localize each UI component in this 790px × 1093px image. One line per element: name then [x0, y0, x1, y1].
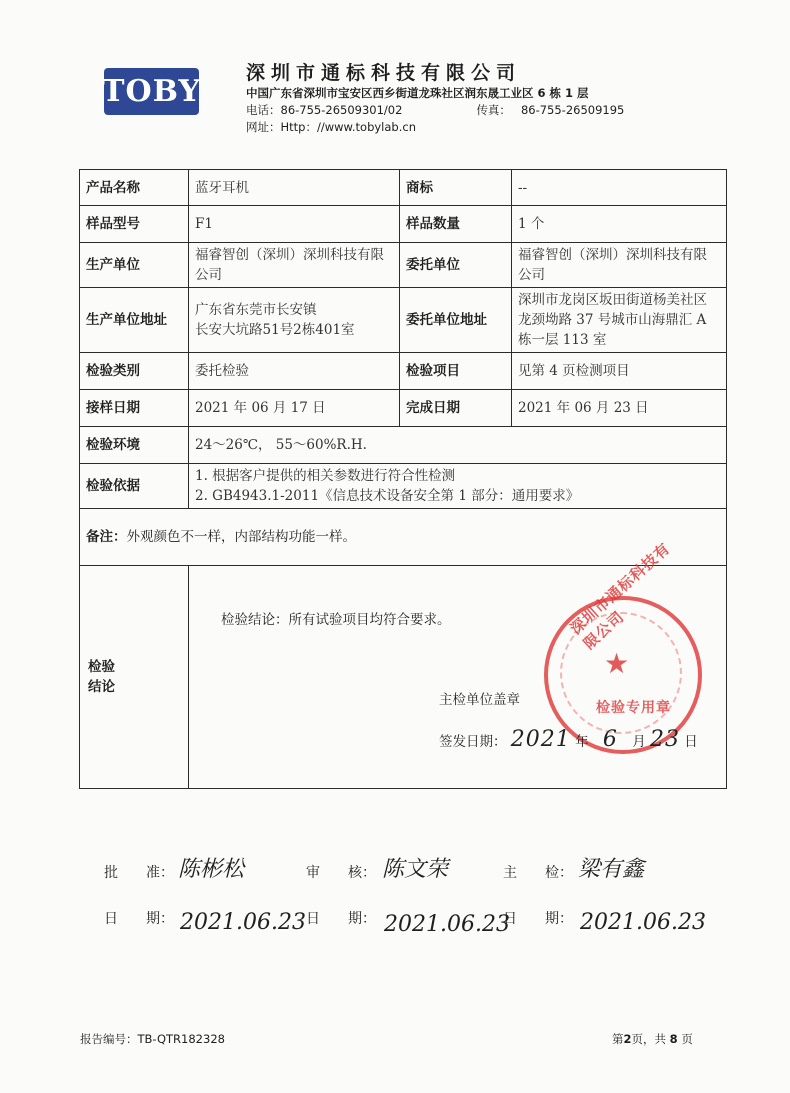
fax-label: 传真： — [476, 103, 511, 117]
page-indicator — [612, 1031, 693, 1047]
page-suffix: 页 — [681, 1032, 693, 1046]
report-number-value: TB-QTR182328 — [137, 1032, 225, 1046]
test-type-label: 检验类别 — [80, 353, 189, 390]
approve-date: 2021.06.23 — [180, 910, 306, 935]
seal-text-bottom: 检验专用章 — [596, 700, 671, 716]
model-value: F1 — [189, 206, 400, 243]
client-value: 福睿智创（深圳）深圳科技有限公司 — [512, 243, 727, 288]
sign-day-unit: 日 — [684, 734, 698, 750]
manufacturer-value: 福睿智创（深圳）深圳科技有限公司 — [189, 243, 400, 288]
sign-year: 2021 — [510, 727, 571, 752]
table-row — [80, 170, 727, 206]
environment-label: 检验环境 — [80, 427, 189, 464]
report-number-label: 报告编号： — [80, 1032, 138, 1046]
page-current: 2 — [623, 1032, 632, 1046]
finish-date-label: 完成日期 — [400, 390, 512, 427]
table-row — [80, 206, 727, 243]
receive-date-value: 2021 年 06 月 17 日 — [189, 390, 400, 427]
company-logo — [104, 68, 199, 115]
model-label: 样品型号 — [80, 206, 189, 243]
company-name: 深圳市通标科技有限公司 — [246, 62, 522, 84]
table-row — [80, 427, 727, 464]
page-total: 8 — [669, 1032, 678, 1046]
client-address-value: 深圳市龙岗区坂田街道杨美社区龙颈坳路 37 号城市山海鼎汇 A 栋一层 113 室 — [512, 288, 727, 353]
seal-text-top: 深圳市通标科技有限公司 — [566, 539, 674, 653]
conclusion-label-line: 结论 — [88, 679, 115, 695]
receive-date-label: 接样日期 — [80, 390, 189, 427]
client-address-label: 委托单位地址 — [400, 288, 512, 353]
fax-value: 86-755-26509195 — [520, 103, 625, 117]
approve-date-label: 日 期： — [104, 911, 174, 927]
review-date-label: 日 期： — [306, 911, 376, 927]
report-summary-table — [79, 169, 727, 789]
manufacturer-address-value — [189, 288, 400, 353]
stamp-label: 主检单位盖章 — [439, 692, 520, 708]
sign-month-unit: 月 — [632, 734, 646, 750]
conclusion-text: 检验结论：所有试验项目均符合要求。 — [221, 612, 451, 628]
test-items-value: 见第 4 页检测项目 — [512, 353, 727, 390]
conclusion-label — [80, 566, 189, 789]
review-signature: 陈文荣 — [382, 857, 449, 882]
sign-month: 6 — [602, 727, 618, 752]
conclusion-label-line: 检验 — [88, 659, 115, 675]
remark-value: 外观颜色不一样，内部结构功能一样。 — [126, 529, 356, 545]
product-name-value: 蓝牙耳机 — [189, 170, 400, 206]
basis-label: 检验依据 — [80, 464, 189, 509]
contact-line — [246, 102, 624, 118]
tel-value: 86-755-26509301/02 — [280, 103, 403, 117]
seal-star-icon: ★ — [604, 647, 630, 680]
web-label: 网址： — [246, 120, 281, 134]
remark-label: 备注： — [86, 529, 127, 545]
page-mid: 页，共 — [631, 1032, 667, 1046]
tel-label: 电话： — [246, 103, 281, 117]
quantity-label: 样品数量 — [400, 206, 512, 243]
sign-date-label: 签发日期： — [439, 734, 507, 750]
test-type-value: 委托检验 — [189, 353, 400, 390]
table-row — [80, 509, 727, 566]
test-items-label: 检验项目 — [400, 353, 512, 390]
web-value[interactable]: Http：//www.tobylab.cn — [280, 120, 416, 134]
review-date: 2021.06.23 — [384, 912, 510, 937]
table-row — [80, 243, 727, 288]
trademark-value: -- — [512, 170, 727, 206]
basis-item: 1. 根据客户提供的相关参数进行符合性检测 — [195, 468, 456, 484]
sign-date — [439, 727, 698, 752]
main-tester-label: 主 检： — [503, 865, 573, 881]
manufacturer-address-label: 生产单位地址 — [80, 288, 189, 353]
basis-value — [189, 464, 727, 509]
client-label: 委托单位 — [400, 243, 512, 288]
conclusion-cell — [189, 539, 727, 789]
approve-label: 批 准： — [104, 865, 174, 881]
sign-year-unit: 年 — [575, 734, 589, 750]
manufacturer-address-line: 长安大坑路51号2栋401室 — [195, 322, 355, 338]
table-row — [80, 464, 727, 509]
environment-value: 24～26℃， 55～60%R.H. — [189, 427, 727, 464]
company-address: 中国广东省深圳市宝安区西乡街道龙珠社区润东晟工业区 6 栋 1 层 — [246, 86, 589, 100]
finish-date-value: 2021 年 06 月 23 日 — [512, 390, 727, 427]
review-label: 审 核： — [306, 865, 376, 881]
report-number — [80, 1031, 225, 1047]
website-line — [246, 119, 416, 135]
logo-text: TOBY — [102, 74, 201, 109]
approve-signature: 陈彬松 — [178, 857, 245, 882]
manufacturer-label: 生产单位 — [80, 243, 189, 288]
basis-item: 2. GB4943.1-2011《信息技术设备安全第 1 部分：通用要求》 — [195, 488, 580, 504]
table-row — [80, 566, 727, 789]
remark-cell — [80, 509, 727, 566]
table-row — [80, 288, 727, 353]
product-name-label: 产品名称 — [80, 170, 189, 206]
main-tester-signature: 梁有鑫 — [578, 857, 645, 882]
table-row — [80, 353, 727, 390]
sign-day: 23 — [649, 727, 680, 752]
trademark-label: 商标 — [400, 170, 512, 206]
table-row — [80, 390, 727, 427]
main-date: 2021.06.23 — [580, 910, 706, 935]
quantity-value: 1 个 — [512, 206, 727, 243]
manufacturer-address-line: 广东省东莞市长安镇 — [195, 302, 317, 318]
page-prefix: 第 — [612, 1032, 624, 1046]
main-date-label: 日 期： — [503, 911, 573, 927]
